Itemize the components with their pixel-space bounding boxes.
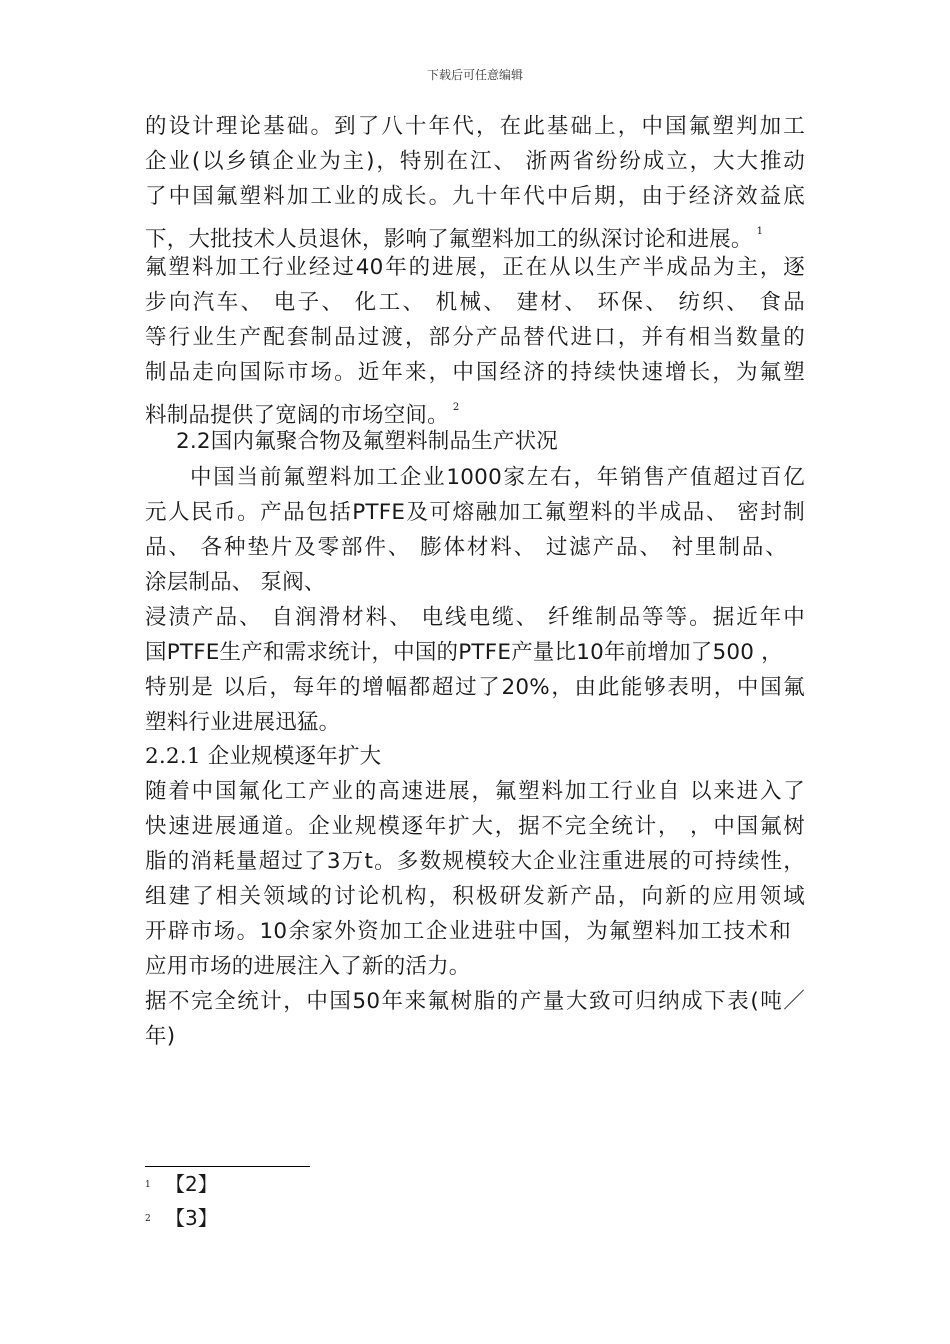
text-line: 应用市场的进展注入了新的活力。 [145, 954, 471, 979]
text-line: 元人民币。产品包括PTFE及可熔融加工氟塑料的半成品、 密封制 [145, 500, 805, 525]
footnote-number: 1 [145, 1180, 151, 1190]
footnote-ref[interactable]: 2 [452, 402, 460, 413]
text-line: 组建了相关领域的讨论机构，积极研发新产品，向新的应用领域 [145, 884, 805, 909]
footnote-ref[interactable]: 1 [756, 226, 764, 237]
footnote-separator [145, 1166, 310, 1167]
page-header: 下载后可任意编辑 [426, 68, 523, 82]
footnote [145, 1170, 218, 1199]
text-line: 浸渍产品、 自润滑材料、 电线电缆、 纤维制品等等。据近年中 [145, 605, 805, 630]
section-heading: 2.2国内氟聚合物及氟塑料制品生产状况 [176, 429, 558, 454]
subsection-heading: 2.2.1 企业规模逐年扩大 [145, 744, 382, 769]
text-line: 年) [145, 1024, 176, 1049]
text-line: 特别是 以后，每年的增幅都超过了20%，由此能够表明，中国氟 [145, 675, 805, 700]
text-line: 制品走向国际市场。近年来，中国经济的持续快速增长，为氟塑 [145, 360, 805, 385]
footnote-text: 【3】 [165, 1206, 218, 1230]
text-line: 开辟市场。10余家外资加工企业进驻中国，为氟塑料加工技术和 [145, 919, 791, 944]
footnote-text: 【2】 [165, 1172, 218, 1196]
text-line: 中国当前氟塑料加工企业1000家左右，年销售产值超过百亿 [190, 465, 805, 490]
footnote-number: 2 [145, 1214, 151, 1224]
text-line: 脂的消耗量超过了3万t。多数规模较大企业注重进展的可持续性， [145, 849, 805, 874]
text-line: 涂层制品、 泵阀、 [145, 570, 326, 595]
footnote [145, 1204, 218, 1233]
text-line: 下，大批技术人员退休，影响了氟塑料加工的纵深讨论和进展。 [145, 227, 753, 252]
text-line: 塑料行业进展迅猛。 [145, 710, 341, 735]
text-line: 的设计理论基础。到了八十年代，在此基础上，中国氟塑判加工 [145, 114, 805, 139]
text-line: 等行业生产配套制品过渡，部分产品替代进口，并有相当数量的 [145, 325, 805, 350]
text-line: 料制品提供了宽阔的市场空间。 [145, 403, 449, 428]
text-line: 氟塑料加工行业经过40年的进展，正在从以生产半成品为主，逐 [145, 255, 805, 280]
text-line: 随着中国氟化工产业的高速进展，氟塑料加工行业自 以来进入了 [145, 779, 805, 804]
text-line: 企业(以乡镇企业为主)，特别在江、 浙两省纷纷成立，大大推动 [145, 149, 805, 174]
text-line: 了中国氟塑料加工业的成长。九十年代中后期，由于经济效益底 [145, 184, 805, 209]
text-line: 国PTFE生产和需求统计，中国的PTFE产量比10年前增加了500 ， [145, 640, 783, 665]
text-line: 步向汽车、 电子、 化工、 机械、 建材、 环保、 纺织、 食品 [145, 290, 805, 315]
text-line: 快速进展通道。企业规模逐年扩大，据不完全统计， ，中国氟树 [145, 814, 805, 839]
text-line: 据不完全统计，中国50年来氟树脂的产量大致可归纳成下表(吨／ [145, 989, 805, 1014]
text-line: 品、 各种垫片及零部件、 膨体材料、 过滤产品、 衬里制品、 [145, 535, 787, 560]
